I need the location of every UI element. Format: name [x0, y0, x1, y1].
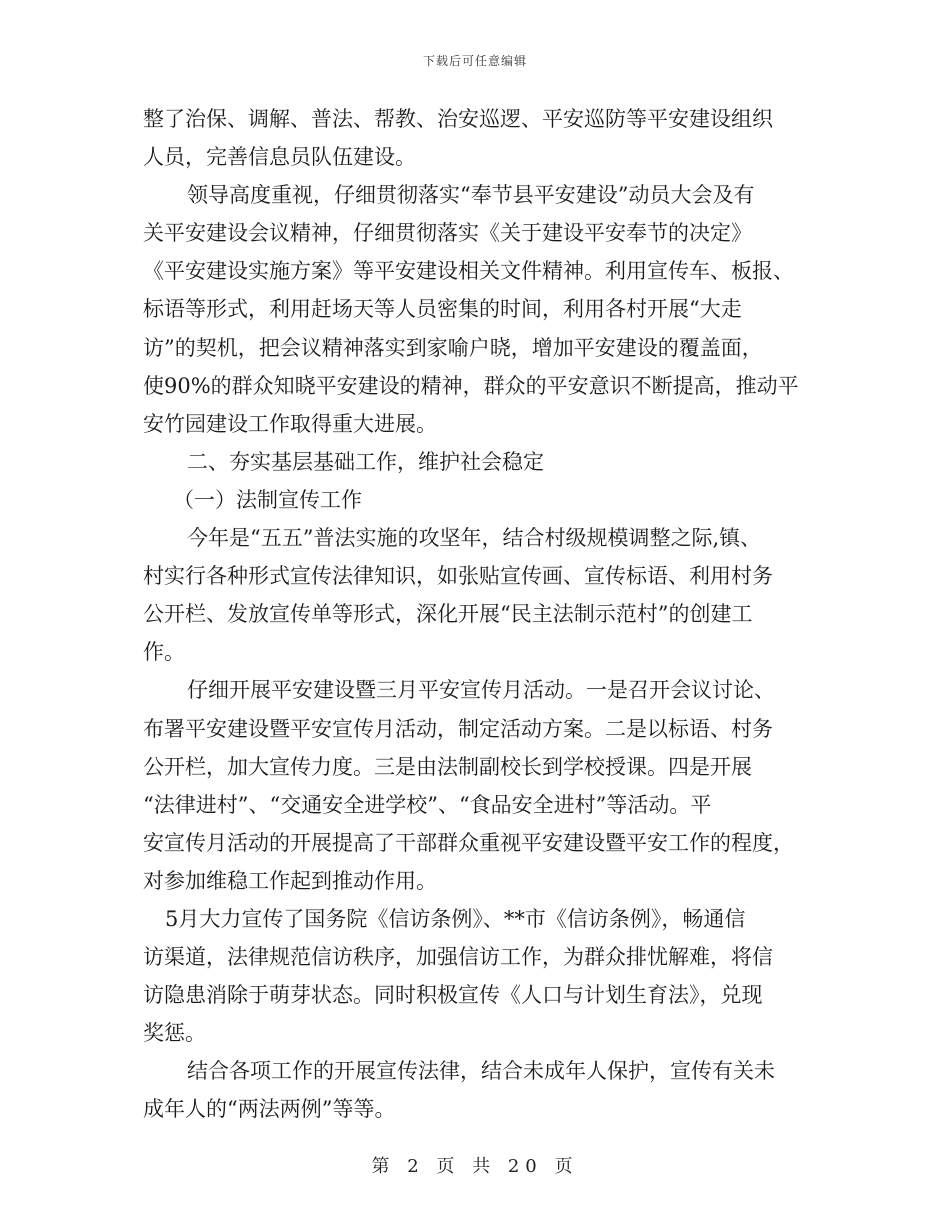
page-header: 下载后可任意编辑: [422, 54, 527, 68]
text-line: 访隐患消除于萌芽状态。同时积极宣传《人口与计划生育法》，兑现: [143, 983, 763, 1008]
text-line: 今年是“五五”普法实施的攻坚年，结合村级规模调整之际,镇、: [187, 526, 762, 551]
body-text: [143, 100, 813, 1129]
text-line: 人员，完善信息员队伍建设。: [143, 145, 416, 170]
text-line: 布署平安建设暨平安宣传月活动，制定活动方案。二是以标语、村务: [143, 716, 773, 741]
text-line: 安竹园建设工作取得重大进展。: [143, 411, 437, 436]
page-footer: 第 2 页 共 20 页: [371, 1156, 579, 1177]
text-line: 访”的契机，把会议精神落实到家喻户晓，增加平安建设的覆盖面，: [143, 335, 763, 360]
text-line: “法律进村”、“交通安全进学校”、“食品安全进村”等活动。平: [143, 792, 712, 817]
text-line: 标语等形式，利用赶场天等人员密集的时间，利用各村开展“大走: [143, 297, 742, 322]
text-line: 奖惩。: [143, 1021, 206, 1046]
text-line: 《平安建设实施方案》等平安建设相关文件精神。利用宣传车、板报、: [143, 259, 794, 284]
text-line: 公开栏、发放宣传单等形式，深化开展“民主法制示范村”的创建工: [143, 602, 753, 627]
text-line: （一）法制宣传工作: [173, 487, 362, 512]
text-line: 5月大力宣传了国务院《信访条例》、**市《信访条例》，畅通信: [165, 906, 746, 931]
text-line: 仔细开展平安建设暨三月平安宣传月活动。一是召开会议讨论、: [187, 678, 775, 703]
text-line: 领导高度重视，仔细贯彻落实“奉节县平安建设”动员大会及有: [187, 183, 755, 208]
text-line: 结合各项工作的开展宣传法律，结合未成年人保护，宣传有关未: [187, 1059, 775, 1084]
text-line: 关平安建设会议精神，仔细贯彻落实《关于建设平安奉节的决定》: [143, 221, 752, 246]
text-line: 访渠道，法律规范信访秩序，加强信访工作，为群众排忧解难，将信: [143, 945, 773, 970]
text-line: 安宣传月活动的开展提高了干部群众重视平安建设暨平安工作的程度，: [143, 830, 794, 855]
text-line: 村实行各种形式宣传法律知识，如张贴宣传画、宣传标语、利用村务: [143, 564, 773, 589]
text-line: 作。: [143, 640, 185, 665]
text-line: 成年人的“两法两例”等等。: [143, 1097, 396, 1122]
text-line: 整了治保、调解、普法、帮教、治安巡逻、平安巡防等平安建设组织: [143, 107, 773, 131]
text-line: 使90%的群众知晓平安建设的精神，群众的平安意识不断提高，推动平: [143, 373, 799, 398]
text-line: 二、夯实基层基础工作，维护社会稳定: [187, 449, 544, 474]
text-line: 对参加维稳工作起到推动作用。: [143, 868, 437, 893]
text-line: 公开栏，加大宣传力度。三是由法制副校长到学校授课。四是开展: [143, 754, 752, 779]
